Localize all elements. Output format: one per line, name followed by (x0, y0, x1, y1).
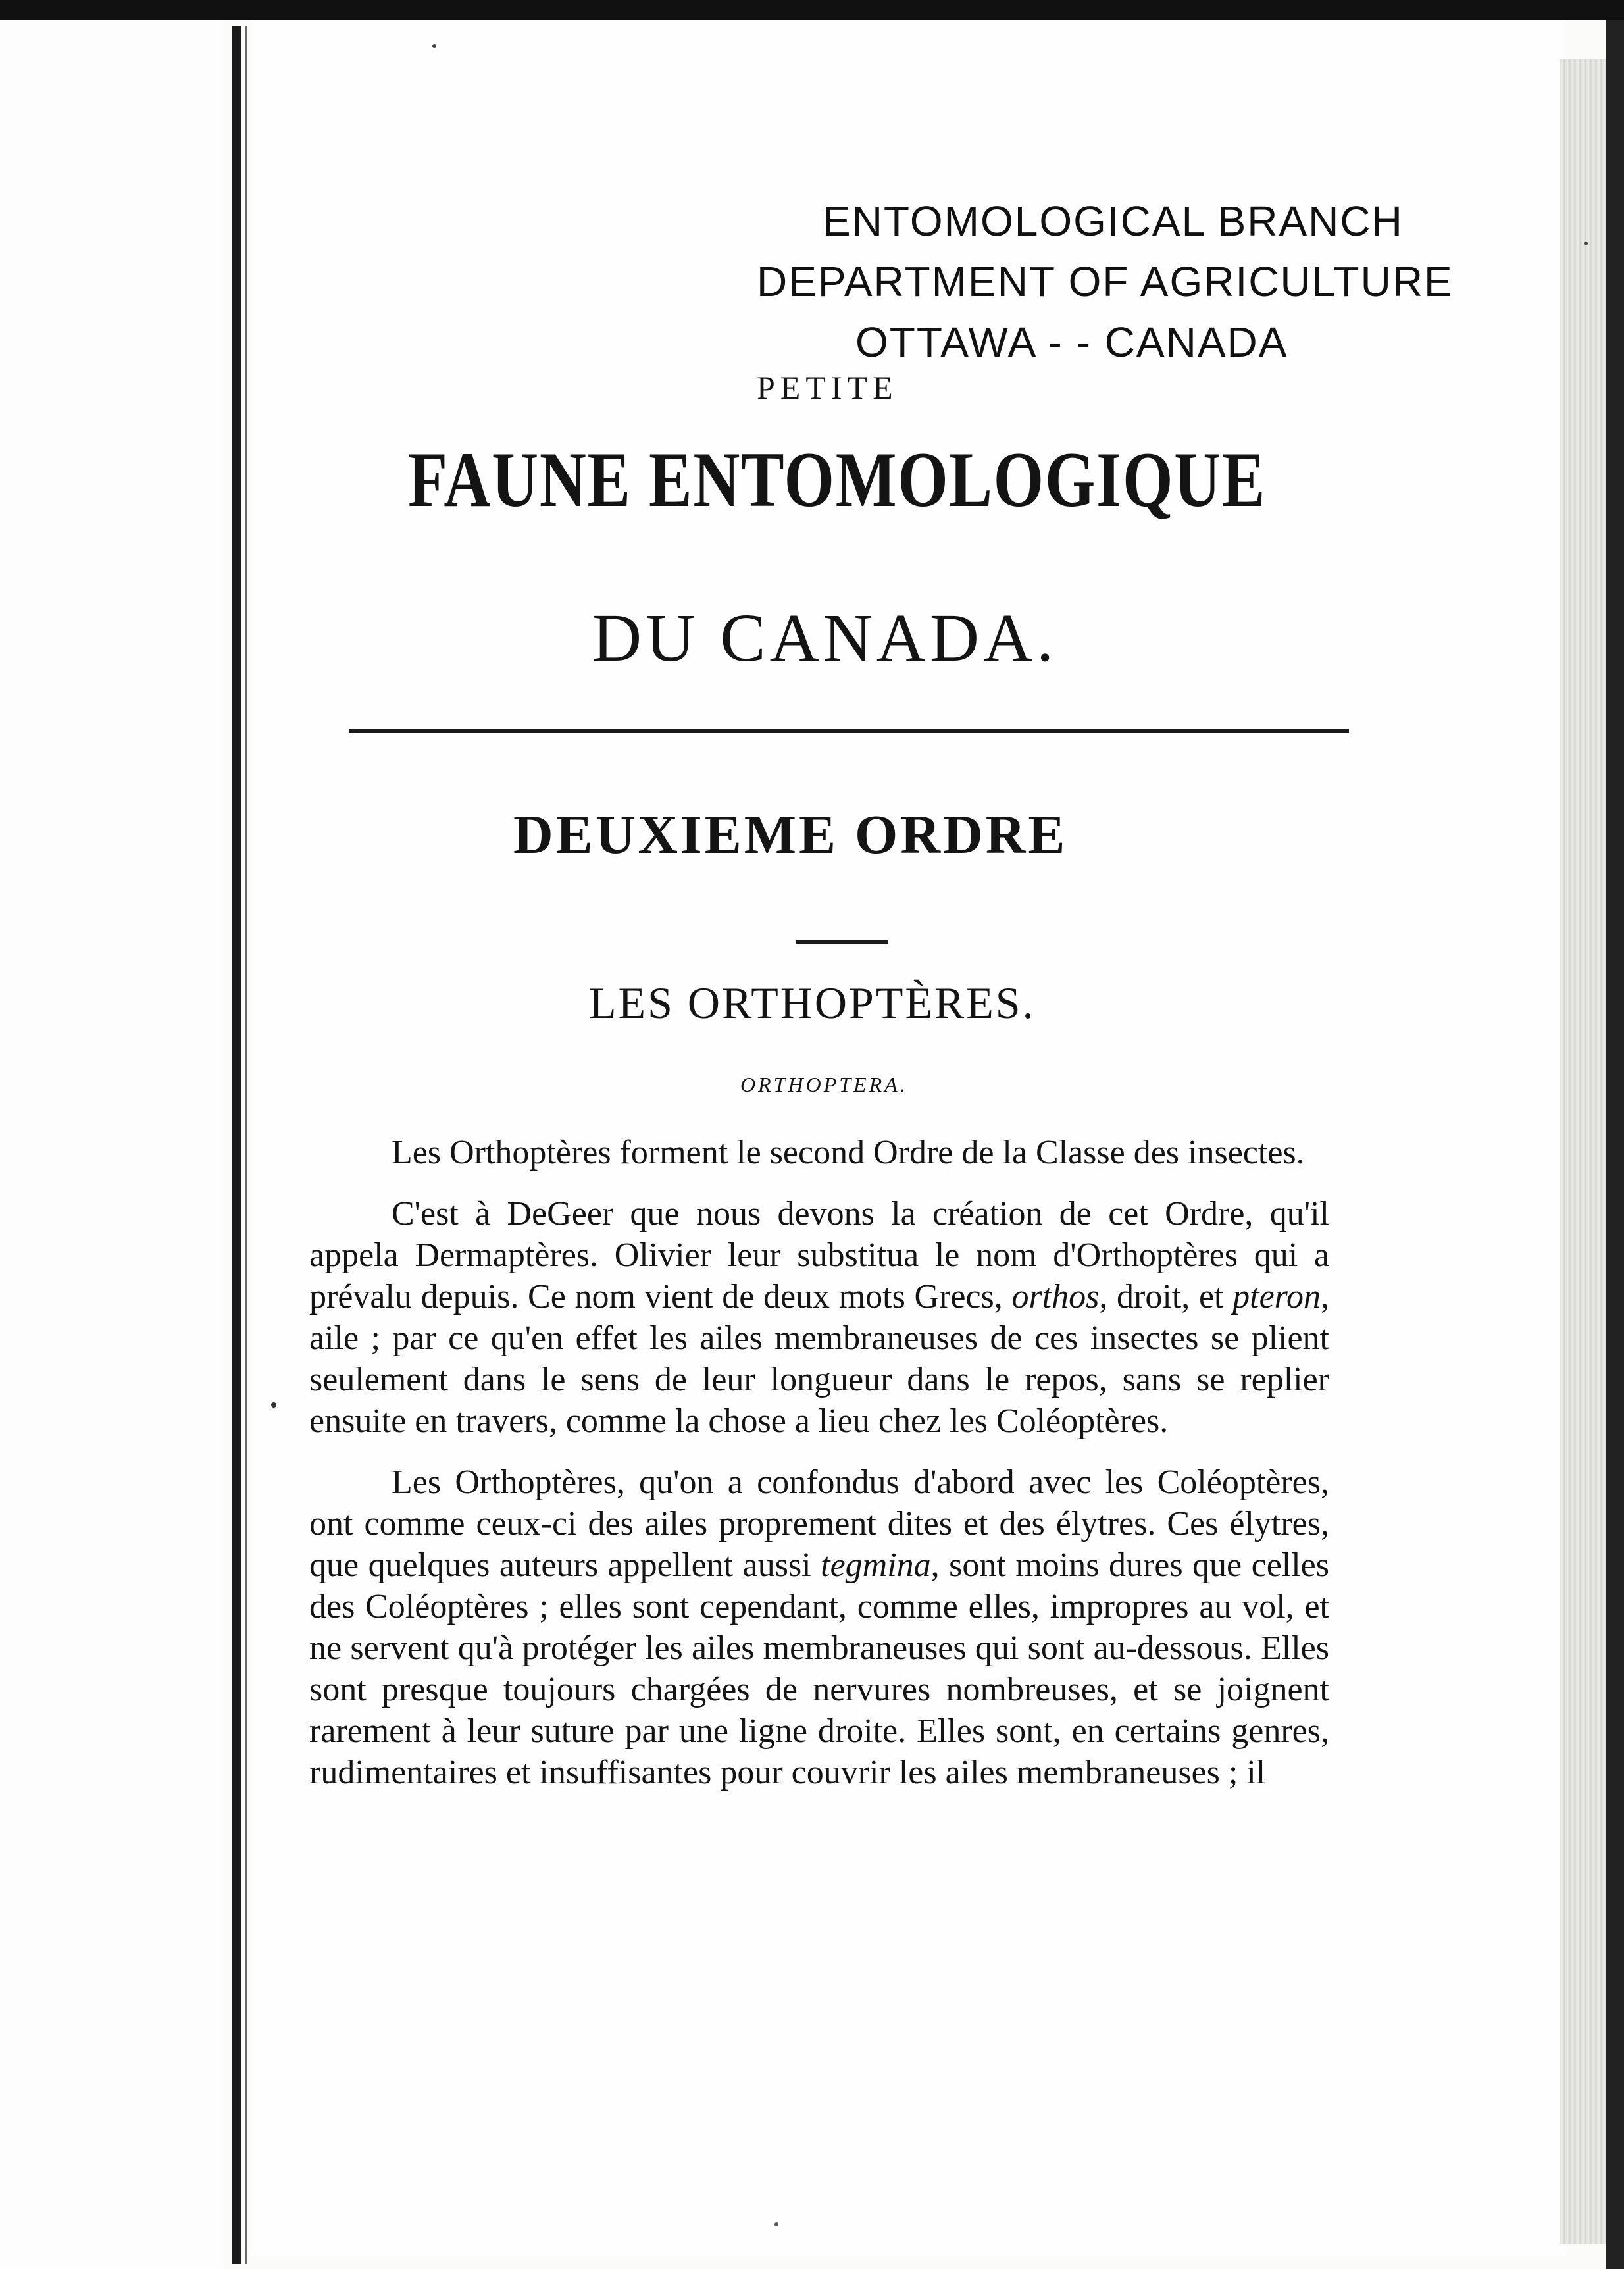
book-title: FAUNE ENTOMOLOGIQUE (408, 436, 1267, 523)
stamp-line-3: OTTAWA - - CANADA (855, 319, 1288, 366)
book-subtitle: DU CANADA. (592, 600, 1058, 676)
speck (1584, 242, 1588, 245)
text-run: , sont moins dures que celles des Coléoptères ; elles sont cependant, comme elles, impropres au vol, et ne servent qu'à protéger les ailes membraneuses qui sont au-dessous. Elles sont presque toujours chargées de nervures nombreuses, et se joignent rarement à leur suture par une ligne droite. Elles sont, en certains genres, rudimentaires et insuffisantes pour couvrir les ailes membraneuses ; il (309, 1546, 1329, 1791)
text-run: C'est à DeGeer que nous devons la création de cet Ordre, qu'il appela Dermaptères. Olivier leur substitua le nom d'Orthoptères qui a prévalu depuis. Ce nom vient de deux mots Grecs, (309, 1195, 1329, 1315)
latin-name: ORTHOPTERA. (740, 1073, 908, 1096)
italic-term: pteron (1232, 1278, 1321, 1315)
text-run: Les Orthoptères forment le second Ordre de la Classe des insectes. (392, 1134, 1305, 1171)
italic-term: tegmina (821, 1546, 931, 1584)
title-prefix: PETITE (757, 369, 898, 406)
text-run: , aile ; par ce qu'en effet les ailes membraneuses de ces insectes se plient seulement dans le sens de leur longueur dans le repos, sans se replier ensuite en travers, comme la chose a lieu chez les Coléoptères. (309, 1278, 1329, 1440)
speck (774, 2222, 778, 2226)
text-run: Les Orthoptères, qu'on a confondus d'abord avec les Coléoptères, ont comme ceux-ci des ailes proprement dites et des élytres. Ces élytres, que quelques auteurs appellent aussi (309, 1464, 1329, 1584)
italic-term: orthos (1011, 1278, 1100, 1315)
text-run: , droit, et (1099, 1278, 1233, 1315)
order-heading: DEUXIEME ORDRE (513, 804, 1068, 865)
speck (432, 44, 436, 48)
stamp-line-2: DEPARTMENT OF AGRICULTURE (757, 258, 1454, 305)
section-title: LES ORTHOPTÈRES. (589, 978, 1036, 1028)
stamp-line-1: ENTOMOLOGICAL BRANCH (823, 197, 1404, 245)
speck (271, 1402, 276, 1408)
